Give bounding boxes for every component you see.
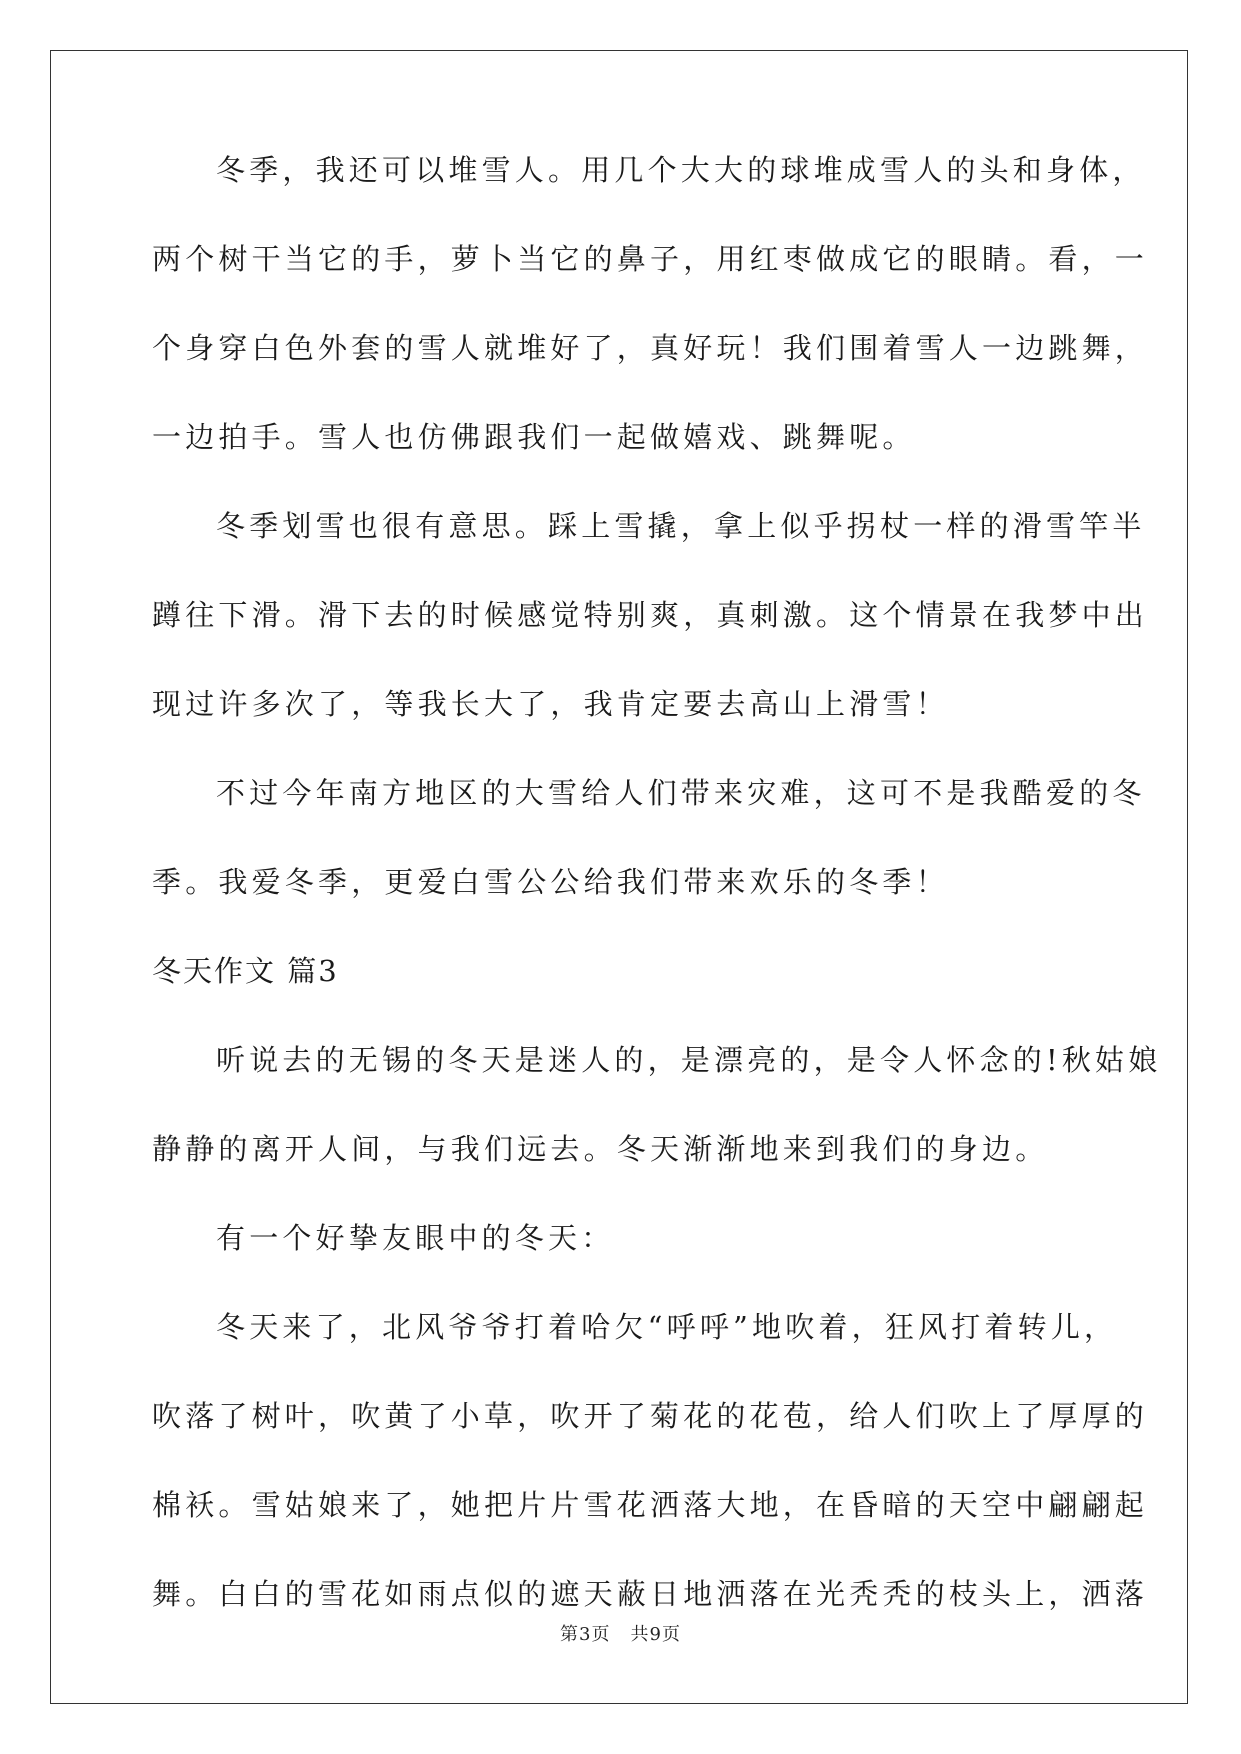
text-line: 吹落了树叶，吹黄了小草，吹开了菊花的花苞，给人们吹上了厚厚的 (152, 1399, 1149, 1433)
page-number: 第3页 (560, 1624, 611, 1645)
text-line: 一边拍手。雪人也仿佛跟我们一起做嬉戏、跳舞呢。 (152, 420, 916, 454)
text-line: 棉袄。雪姑娘来了，她把片片雪花洒落大地，在昏暗的天空中翩翩起 (152, 1488, 1149, 1522)
text-line: 冬天来了，北风爷爷打着哈欠“呼呼”地吹着，狂风打着转儿， (216, 1310, 1118, 1344)
text-line: 冬季，我还可以堆雪人。用几个大大的球堆成雪人的头和身体， (216, 153, 1146, 187)
text-line: 两个树干当它的手，萝卜当它的鼻子，用红枣做成它的眼睛。看，一 (152, 242, 1149, 276)
document-body (152, 153, 1162, 1683)
text-line: 舞。白白的雪花如雨点似的遮天蔽日地洒落在光秃秃的枝头上，洒落 (152, 1577, 1149, 1611)
text-line: 个身穿白色外套的雪人就堆好了，真好玩！我们围着雪人一边跳舞， (152, 331, 1149, 365)
page-total: 共9页 (630, 1624, 681, 1645)
text-line: 季。我爱冬季，更爱白雪公公给我们带来欢乐的冬季！ (152, 865, 949, 899)
text-line: 蹲往下滑。滑下去的时候感觉特别爽，真刺激。这个情景在我梦中出 (152, 598, 1149, 632)
text-line: 不过今年南方地区的大雪给人们带来灾难，这可不是我酷爱的冬 (216, 776, 1146, 810)
text-line: 有一个好挚友眼中的冬天： (216, 1221, 615, 1255)
section-heading: 冬天作文 篇3 (152, 954, 339, 988)
text-line: 听说去的无锡的冬天是迷人的，是漂亮的，是令人怀念的!秋姑娘 (216, 1043, 1162, 1077)
page-footer (0, 1620, 1241, 1646)
text-line: 现过许多次了，等我长大了，我肯定要去高山上滑雪！ (152, 687, 949, 721)
text-line: 静静的离开人间，与我们远去。冬天渐渐地来到我们的身边。 (152, 1132, 1049, 1166)
text-line: 冬季划雪也很有意思。踩上雪撬，拿上似乎拐杖一样的滑雪竿半 (216, 509, 1146, 543)
